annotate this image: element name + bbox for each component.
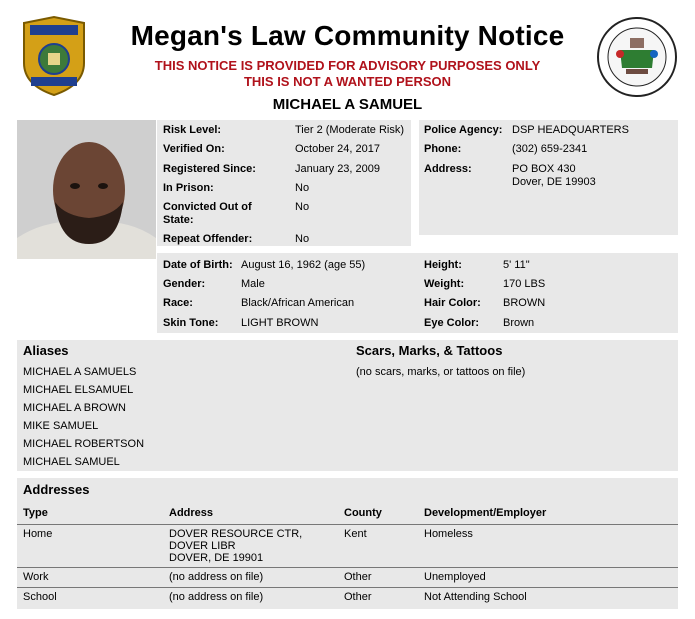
address-row-type: School bbox=[23, 591, 57, 603]
addresses-panel bbox=[17, 478, 678, 609]
address-row-address-line: (no address on file) bbox=[169, 591, 264, 603]
skin-tone-label: Skin Tone: bbox=[163, 317, 219, 329]
advisory-notice: THIS NOTICE IS PROVIDED FOR ADVISORY PURPOSES ONLY bbox=[154, 58, 541, 73]
phone-value: (302) 659-2341 bbox=[512, 143, 588, 155]
hair-color-label: Hair Color: bbox=[424, 297, 481, 309]
alias-item: MICHAEL A BROWN bbox=[23, 402, 126, 414]
agency-address-line2: Dover, DE 19903 bbox=[512, 176, 596, 188]
gender-label: Gender: bbox=[163, 278, 206, 290]
risk-level-value: Tier 2 (Moderate Risk) bbox=[295, 124, 405, 136]
height-label: Height: bbox=[424, 259, 462, 271]
offender-photo bbox=[17, 120, 156, 259]
agency-address-line1: PO BOX 430 bbox=[512, 163, 576, 175]
address-row-address-line: DOVER LIBR bbox=[169, 540, 236, 552]
physical-description-panel bbox=[157, 253, 678, 333]
aliases-heading: Aliases bbox=[23, 343, 69, 358]
alias-item: MICHAEL A SAMUELS bbox=[23, 366, 137, 378]
address-row-type: Home bbox=[23, 528, 53, 540]
convicted-out-of-state-label: Convicted Out of State: bbox=[163, 201, 252, 226]
race-value: Black/African American bbox=[241, 297, 355, 309]
addresses-heading: Addresses bbox=[23, 482, 90, 497]
table-row-divider bbox=[17, 587, 678, 588]
address-row-type: Work bbox=[23, 571, 49, 583]
address-row-address-line: DOVER RESOURCE CTR, bbox=[169, 528, 303, 540]
table-row-divider bbox=[17, 567, 678, 568]
police-agency-value: DSP HEADQUARTERS bbox=[512, 124, 629, 136]
offender-name: MICHAEL A SAMUEL bbox=[272, 96, 423, 113]
repeat-offender-label: Repeat Offender: bbox=[163, 233, 253, 245]
alias-item: MICHAEL SAMUEL bbox=[23, 456, 120, 468]
notice-title: Megan's Law Community Notice bbox=[130, 20, 565, 51]
address-row-address-line: (no address on file) bbox=[169, 571, 264, 583]
address-row-employer: Unemployed bbox=[424, 571, 486, 583]
registered-since-value: January 23, 2009 bbox=[295, 163, 381, 175]
race-label: Race: bbox=[163, 297, 193, 309]
dob-value: August 16, 1962 (age 55) bbox=[241, 259, 366, 271]
address-row-employer: Homeless bbox=[424, 528, 473, 540]
in-prison-value: No bbox=[295, 182, 310, 194]
not-wanted-notice: THIS IS NOT A WANTED PERSON bbox=[243, 74, 452, 89]
address-row-employer: Not Attending School bbox=[424, 591, 527, 603]
skin-tone-value: LIGHT BROWN bbox=[241, 317, 319, 329]
address-row-county: Other bbox=[344, 571, 372, 583]
column-header-type: Type bbox=[23, 507, 48, 519]
verified-on-label: Verified On: bbox=[163, 143, 225, 155]
address-row-county: Other bbox=[344, 591, 372, 603]
height-value: 5' 11" bbox=[503, 259, 530, 271]
alias-item: MIKE SAMUEL bbox=[23, 420, 99, 432]
agency-address-label: Address: bbox=[424, 163, 472, 175]
column-header-employer: Development/Employer bbox=[424, 507, 547, 519]
alias-item: MICHAEL ROBERTSON bbox=[23, 438, 145, 450]
repeat-offender-value: No bbox=[295, 233, 310, 245]
in-prison-label: In Prison: bbox=[163, 182, 214, 194]
hair-color-value: BROWN bbox=[503, 297, 546, 309]
eye-color-value: Brown bbox=[503, 317, 535, 329]
dob-label: Date of Birth: bbox=[163, 259, 233, 271]
eye-color-label: Eye Color: bbox=[424, 317, 480, 329]
verified-on-value: October 24, 2017 bbox=[295, 143, 381, 155]
address-row-address-line: DOVER, DE 19901 bbox=[169, 552, 264, 564]
weight-label: Weight: bbox=[424, 278, 465, 290]
alias-item: MICHAEL ELSAMUEL bbox=[23, 384, 134, 396]
column-header-address: Address bbox=[169, 507, 214, 519]
weight-value: 170 LBS bbox=[503, 278, 546, 290]
registered-since-label: Registered Since: bbox=[163, 163, 256, 175]
risk-level-label: Risk Level: bbox=[163, 124, 222, 136]
police-agency-label: Police Agency: bbox=[424, 124, 503, 136]
scars-text: (no scars, marks, or tattoos on file) bbox=[356, 366, 526, 378]
column-header-county: County bbox=[344, 507, 382, 519]
phone-label: Phone: bbox=[424, 143, 462, 155]
table-header-divider bbox=[17, 524, 678, 525]
gender-value: Male bbox=[241, 278, 265, 290]
scars-heading: Scars, Marks, & Tattoos bbox=[356, 343, 503, 358]
address-row-county: Kent bbox=[344, 528, 367, 540]
convicted-out-of-state-value: No bbox=[295, 201, 310, 213]
